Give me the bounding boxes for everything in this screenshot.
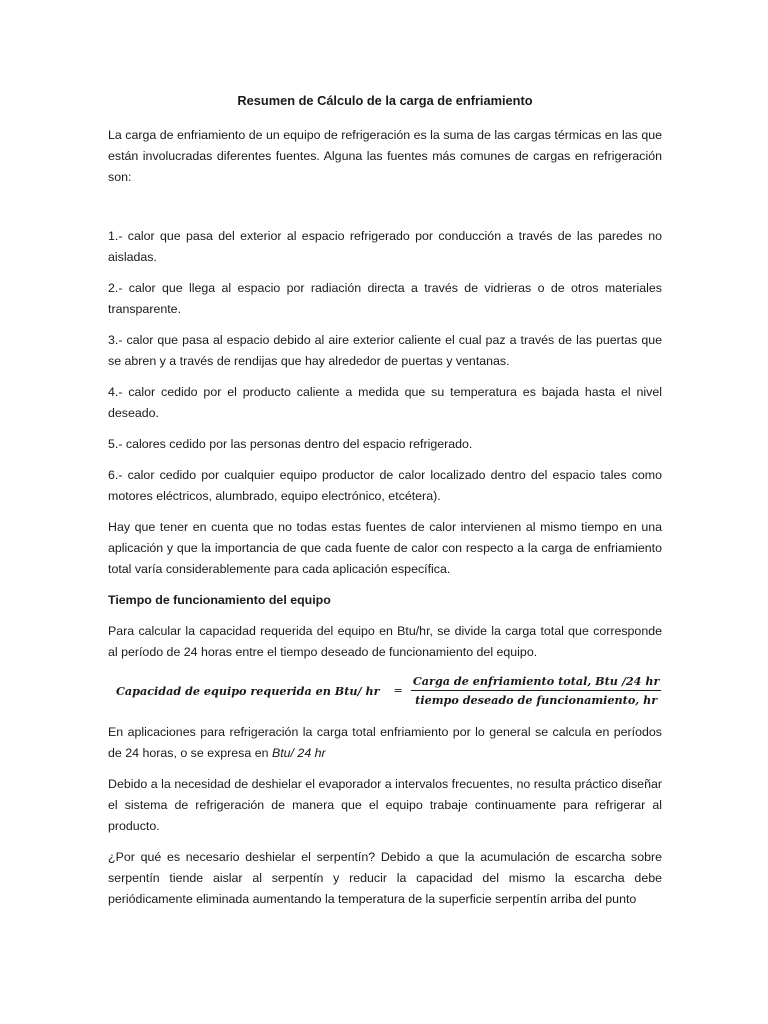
- formula-equals: =: [393, 683, 403, 697]
- calc-paragraph: Para calcular la capacidad requerida del equipo en Btu/hr, se divide la carga total que corresponde al período de 24 horas entre el tiempo deseado de funcionamiento del equipo.: [108, 624, 662, 659]
- formula-lhs: Capacidad de equipo requerida en Btu/ hr: [116, 683, 380, 698]
- question-paragraph: ¿Por qué es necesario deshielar el serpentín? Debido a que la acumulación de escarcha sobre serpentín tiende aislar al serpentín y reducir la capacidad del mismo la escarcha debe periódicamente eliminada aumentando la temperatura de la superficie serpentín arriba del punto: [108, 850, 662, 906]
- section-heading: Tiempo de funcionamiento del equipo: [108, 593, 331, 607]
- list-item: 2.- calor que llega al espacio por radiación directa a través de vidrieras o de otros materiales transparente.: [108, 281, 662, 316]
- formula-numerator: Carga de enfriamiento total, Btu /24 hr: [411, 673, 662, 691]
- list-item: 5.- calores cedido por las personas dentro del espacio refrigerado.: [108, 437, 473, 451]
- document-title: Resumen de Cálculo de la carga de enfriamiento: [237, 93, 533, 108]
- formula-denominator: tiempo deseado de funcionamiento, hr: [415, 693, 658, 707]
- list-item: 3.- calor que pasa al espacio debido al aire exterior caliente el cual paz a través de las puertas que se abren y a través de rendijas que hay alrededor de puertas y ventanas.: [108, 333, 662, 368]
- list-item: 6.- calor cedido por cualquier equipo productor de calor localizado dentro del espacio tales como motores eléctricos, alumbrado, equipo electrónico, etcétera).: [108, 468, 662, 503]
- periods-text: En aplicaciones para refrigeración la carga total enfriamiento por lo general se calcula en períodos de 24 horas, o se expresa en: [108, 725, 662, 760]
- formula-fraction: [411, 673, 662, 708]
- periods-unit: Btu/ 24 hr: [271, 746, 326, 760]
- defrost-paragraph: Debido a la necesidad de deshielar el evaporador a intervalos frecuentes, no resulta práctico diseñar el sistema de refrigeración de manera que el equipo trabaje continuamente para refrigerar al producto.: [108, 777, 662, 833]
- periods-paragraph: [108, 722, 662, 764]
- note-paragraph: Hay que tener en cuenta que no todas estas fuentes de calor intervienen al mismo tiempo en una aplicación y que la importancia de que cada fuente de calor con respecto a la carga de enfriamiento total varía considerablemente para cada aplicación específica.: [108, 520, 662, 576]
- list-item: 4.- calor cedido por el producto caliente a medida que su temperatura es bajada hasta el nivel deseado.: [108, 385, 662, 420]
- capacity-formula: [116, 673, 662, 708]
- list-item: 1.- calor que pasa del exterior al espacio refrigerado por conducción a través de las paredes no aisladas.: [108, 229, 662, 264]
- document-page: [108, 90, 662, 920]
- intro-paragraph: La carga de enfriamiento de un equipo de refrigeración es la suma de las cargas térmicas en las que están involucradas diferentes fuentes. Alguna las fuentes más comunes de cargas en refrigeración son:: [108, 128, 662, 184]
